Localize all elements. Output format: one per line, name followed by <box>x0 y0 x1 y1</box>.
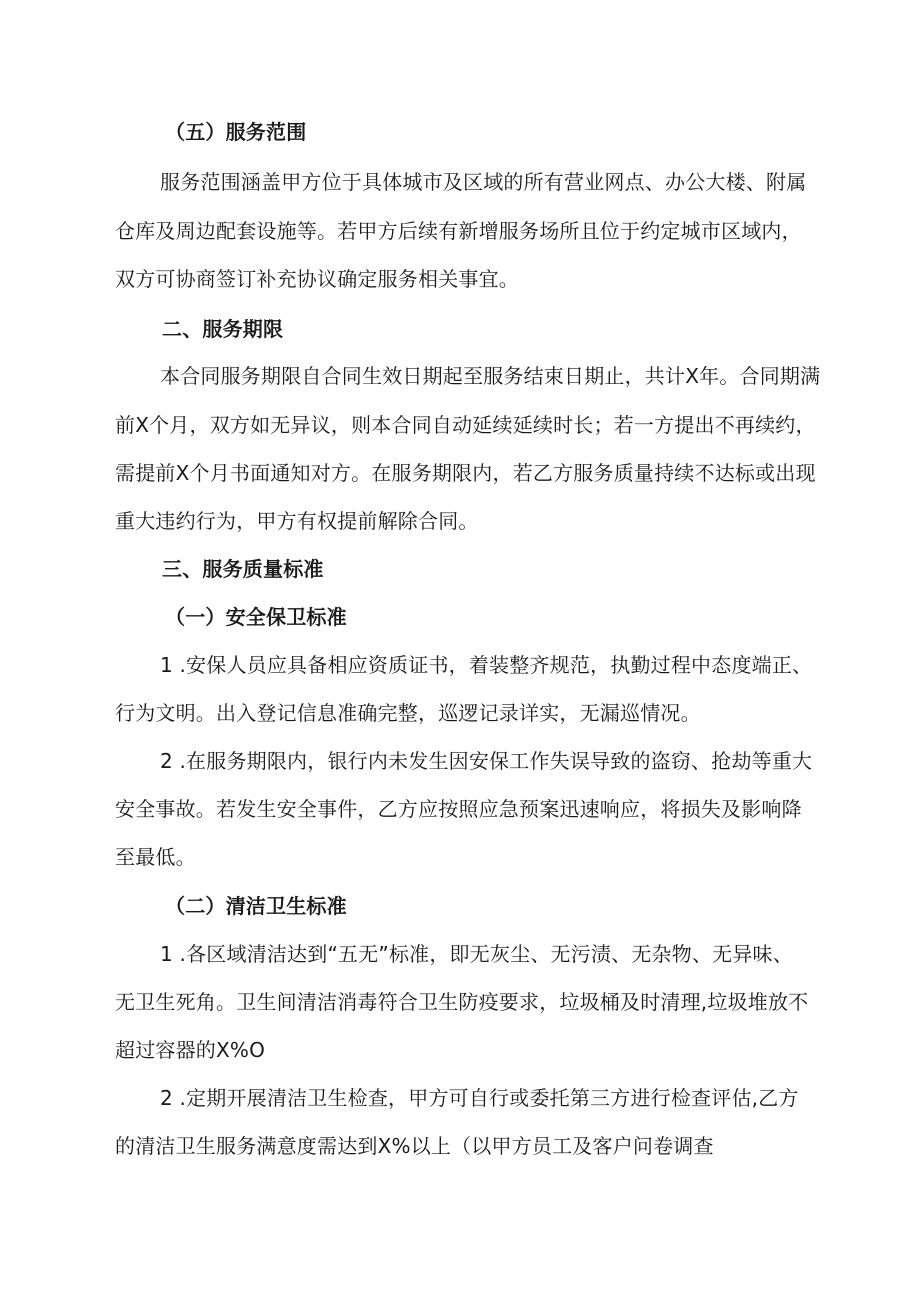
paragraph-line: 服务范围涵盖甲方位于具体城市及区域的所有营业网点、办公大楼、附属 <box>160 170 807 194</box>
paragraph-line: 需提前X个月书面通知对方。在服务期限内，若乙方服务质量持续不达标或出现 <box>115 461 816 485</box>
list-item-line: 至最低。 <box>115 845 196 869</box>
section-heading-service-scope: （五）服务范围 <box>165 120 307 144</box>
list-item-line: 超过容器的X%O <box>115 1038 266 1062</box>
paragraph-line: 仓库及周边配套设施等。若甲方后续有新增服务场所且位于约定城市区域内， <box>115 219 802 243</box>
list-item-line: 2 .定期开展清洁卫生检查，甲方可自行或委托第三方进行检查评估,乙方 <box>160 1086 799 1110</box>
list-item-line: 安全事故。若发生安全事件，乙方应按照应急预案迅速响应，将损失及影响降 <box>115 797 802 821</box>
list-item-line: 2 .在服务期限内，银行内未发生因安保工作失误导致的盗窃、抢劫等重大 <box>160 749 813 773</box>
list-item-line: 的清洁卫生服务满意度需达到X%以上（以甲方员工及客户问卷调查 <box>115 1134 714 1158</box>
section-heading-service-period: 二、服务期限 <box>162 317 284 341</box>
paragraph-line: 前X个月，双方如无异议，则本合同自动延续延续时长；若一方提出不再续约， <box>115 413 816 437</box>
section-heading-quality-standards: 三、服务质量标准 <box>162 557 324 581</box>
list-item-line: 1 .各区域清洁达到“五无”标准，即无灰尘、无污渍、无杂物、无异味、 <box>160 942 793 966</box>
list-item-line: 行为文明。出入登记信息准确完整，巡逻记录详实，无漏巡情况。 <box>115 701 701 725</box>
subsection-heading-cleaning: （二）清洁卫生标准 <box>165 894 347 918</box>
list-item-line: 1 .安保人员应具备相应资质证书，着装整齐规范，执勤过程中态度端正、 <box>160 653 813 677</box>
list-item-line: 无卫生死角。卫生间清洁消毒符合卫生防疫要求，垃圾桶及时清理,垃圾堆放不 <box>115 990 809 1014</box>
paragraph-line: 重大违约行为，甲方有权提前解除合同。 <box>115 509 479 533</box>
subsection-heading-security: （一）安全保卫标准 <box>165 605 347 629</box>
paragraph-line: 双方可协商签订补充协议确定服务相关事宜。 <box>115 267 519 291</box>
paragraph-line: 本合同服务期限自合同生效日期起至服务结束日期止，共计X年。合同期满 <box>160 364 821 388</box>
